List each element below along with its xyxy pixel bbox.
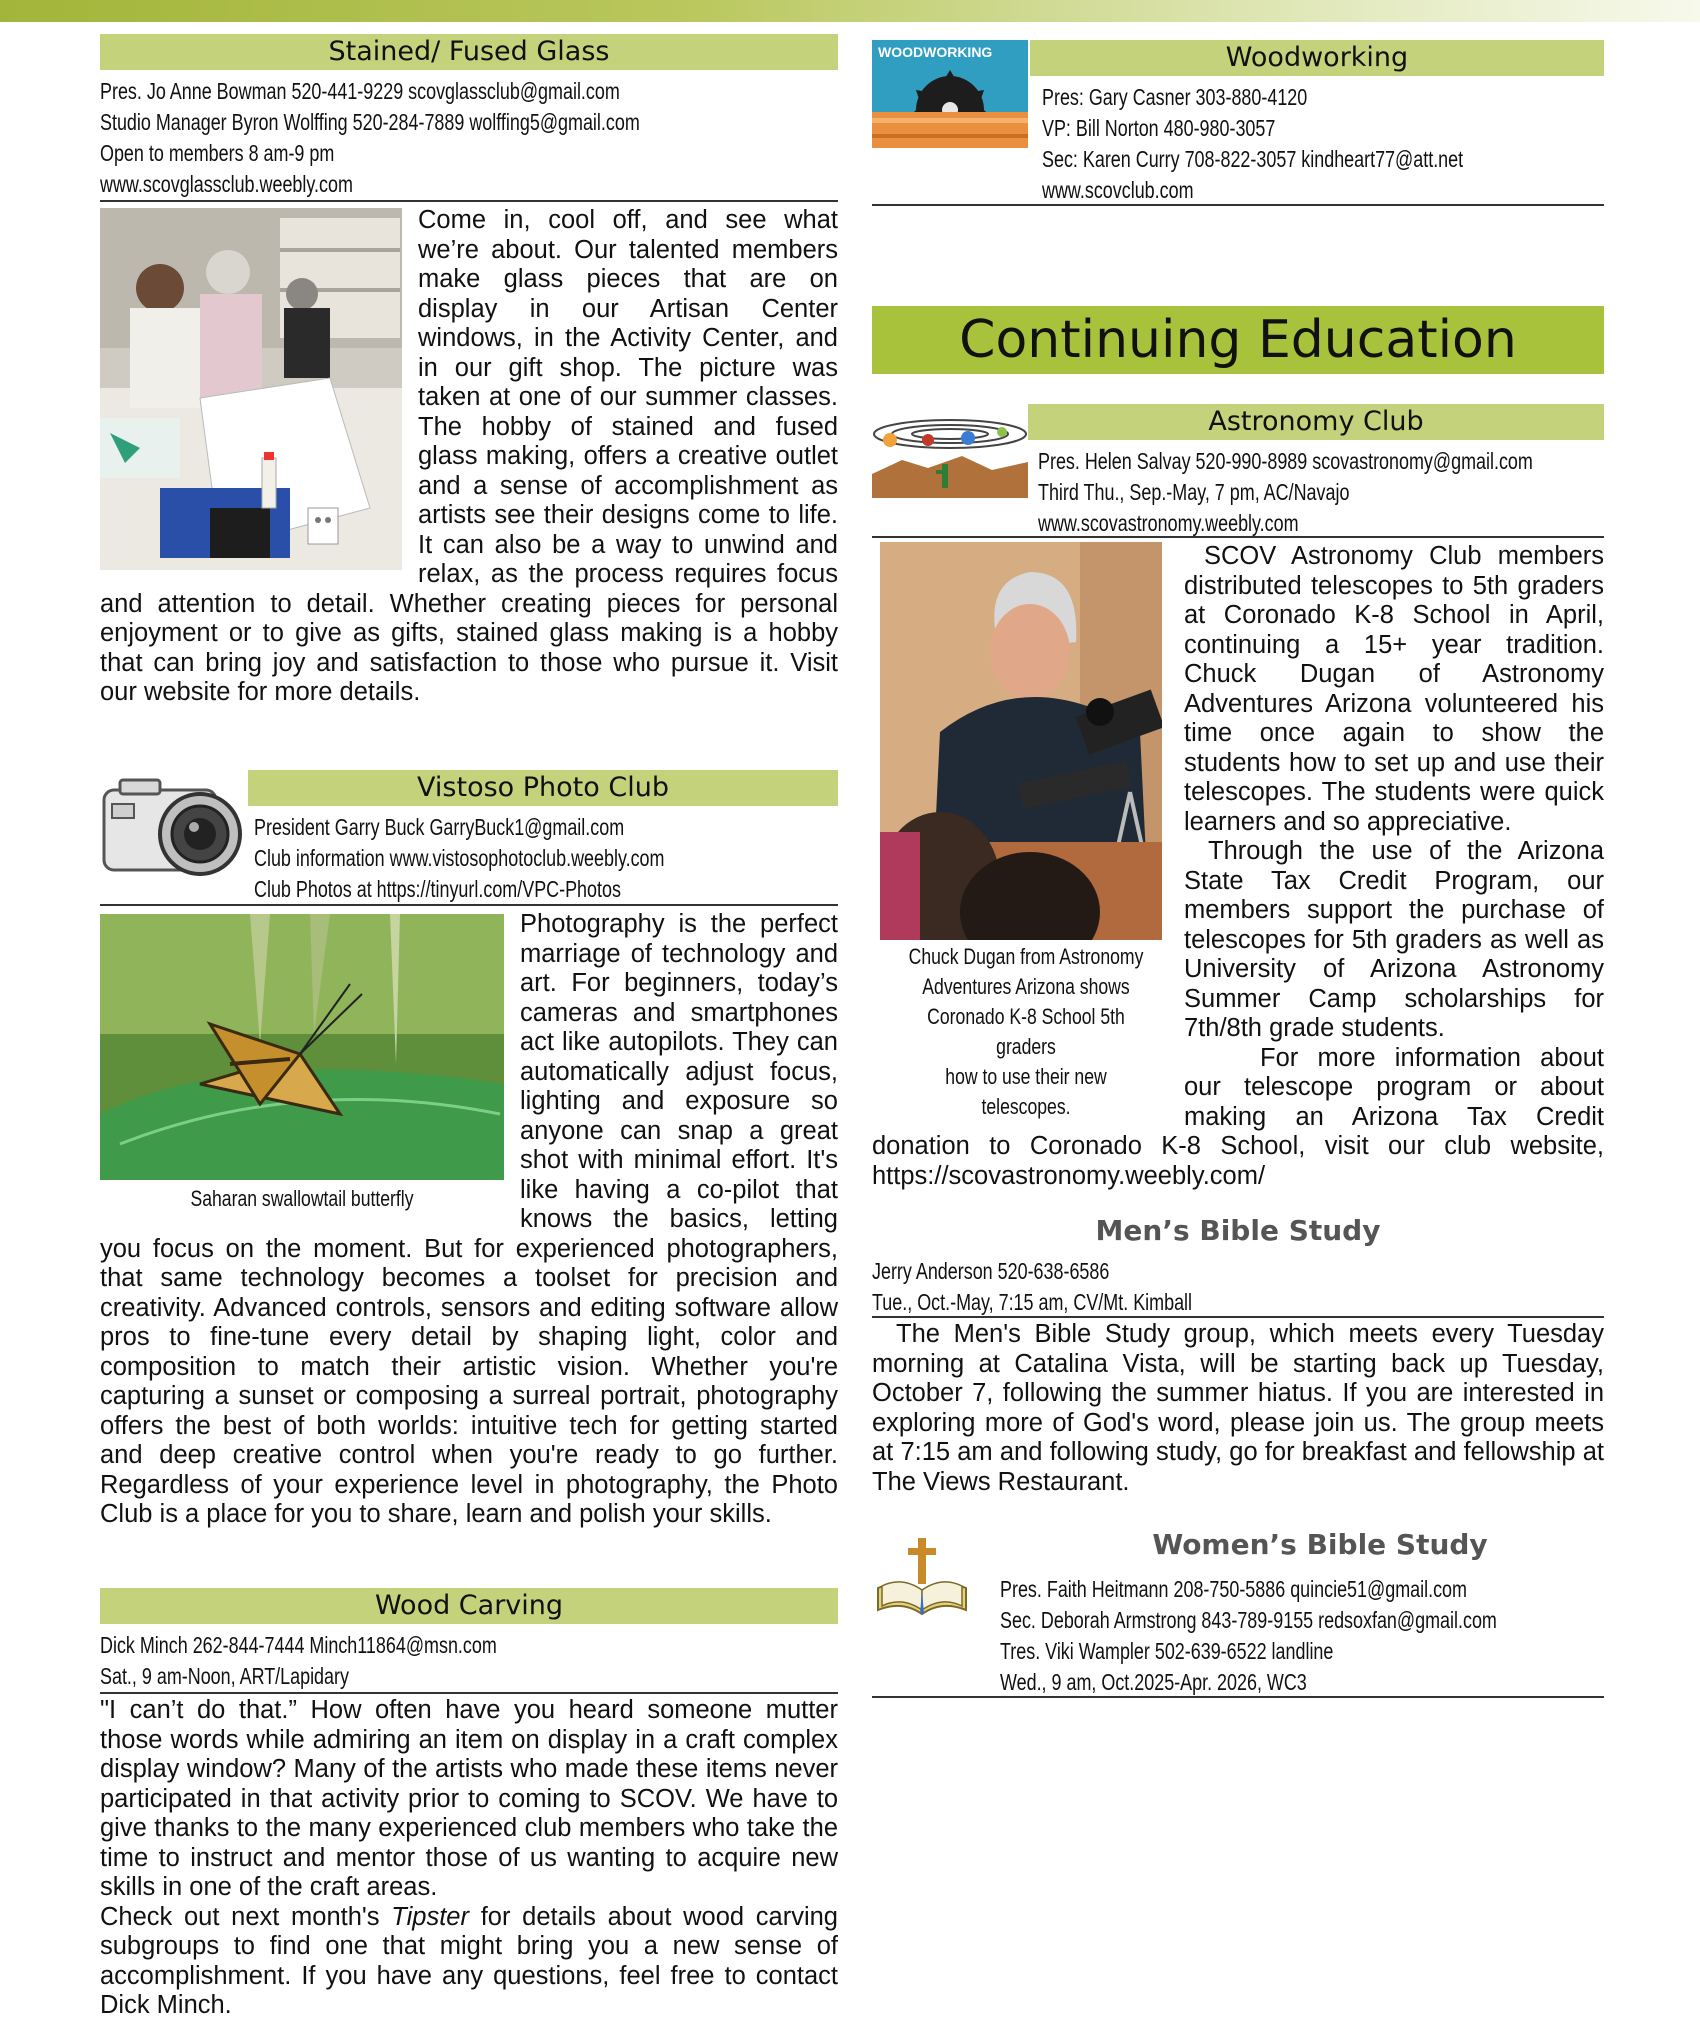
divider: [872, 204, 1604, 206]
mens-bible-text: The Men's Bible Study group, which meets every Tuesday morning at Catalina Vista, will be starting back up Tuesday, October 7, following the summer hiatus. If you are interested in exploring more of God's word, please join us. The group meets at 7:15 am and following study, go for breakfast and fellowship at The Views Restaurant.: [872, 1320, 1604, 1496]
divider: [100, 1692, 838, 1694]
mens-bible-body: [872, 1320, 1604, 1497]
divider: [872, 1316, 1604, 1318]
astronomy-caption: [906, 942, 1146, 1122]
info-line: www.scovclub.com: [1042, 177, 1194, 203]
info-line: Tue., Oct.-May, 7:15 am, CV/Mt. Kimball: [872, 1289, 1193, 1315]
info-line: Wed., 9 am, Oct.2025-Apr. 2026, WC3: [1000, 1669, 1307, 1695]
astronomy-body: [872, 542, 1604, 1191]
woodworking-info: [1042, 82, 1642, 206]
info-line: Jerry Anderson 520-638-6586: [872, 1258, 1110, 1284]
stained-glass-info: [100, 76, 840, 200]
astronomy-header: Astronomy Club: [1028, 404, 1604, 440]
caption-line: Adventures Arizona shows: [922, 974, 1130, 999]
info-line: President Garry Buck GarryBuck1@gmail.com: [254, 814, 625, 840]
woodworking-logo-icon: [872, 40, 1028, 148]
text-run: Check out next month's: [100, 1902, 392, 1931]
info-line: VP: Bill Norton 480-980-3057: [1042, 115, 1276, 141]
info-line: Studio Manager Byron Wolffing 520-284-7889 wolffing5@gmail.com: [100, 109, 640, 135]
info-line: Tres. Viki Wampler 502-639-6522 landline: [1000, 1638, 1334, 1664]
woodworking-header: Woodworking: [1030, 40, 1604, 76]
butterfly-photo: [100, 914, 504, 1180]
divider: [100, 200, 838, 202]
womens-bible-info: [1000, 1574, 1620, 1698]
astronomy-text-1: SCOV Astronomy Club members distributed telescopes to 5th graders at Coronado K-8 School in April, continuing a 15+ year tradition. Chuck Dugan of Astronomy Adventures Arizona volunteered his time once again to show the students how to set up and use their telescopes. The students were quick learners and so appreciative.: [1184, 542, 1604, 836]
caption-line: Chuck Dugan from Astronomy: [908, 944, 1144, 969]
bible-icon: [872, 1534, 972, 1618]
info-line: Open to members 8 am-9 pm: [100, 140, 335, 166]
info-line: Third Thu., Sep.-May, 7 pm, AC/Navajo: [1038, 479, 1350, 505]
info-line: www.scovglassclub.weebly.com: [100, 171, 353, 197]
wood-carving-text-1: "I can’t do that.” How often have you heard someone mutter those words while admiring an item on display in a craft complex display window? Many of the artists who made these items never participated in that activity prior to coming to SCOV. We have to give thanks to the many experienced club members who take the time to instruct and mentor those of us wanting to acquire new skills in one of the craft areas.: [100, 1696, 838, 1901]
womens-bible-header: Women’s Bible Study: [1152, 1528, 1488, 1561]
woodworking-logo-text: WOODWORKING: [878, 44, 993, 60]
wood-carving-info: [100, 1630, 840, 1692]
astronomy-info: [1038, 446, 1658, 539]
stained-glass-body: [100, 206, 838, 708]
photo-club-info: [254, 812, 854, 905]
stained-glass-text: Come in, cool off, and see what we’re about. Our talented members make glass pieces that are on display in our Artisan Center windows, in the Activity Center, and in our gift shop. The picture was taken at one of our summer classes. The hobby of stained and fused glass making, offers a creative outlet and a sense of accomplishment as artists see their designs come to life. It can also be a way to unwind and relax, as the process requires focus and attention to detail. Whether creating pieces for personal enjoyment or to give as gifts, stained glass making is a hobby that can bring joy and satisfaction to those who pursue it. Visit our website for more details.: [100, 206, 838, 706]
info-line: Pres. Helen Salvay 520-990-8989 scovastronomy@gmail.com: [1038, 448, 1533, 474]
top-accent-bar: [0, 0, 1700, 22]
mens-bible-info: [872, 1256, 1492, 1318]
photo-club-text: Photography is the perfect marriage of technology and art. For beginners, today’s cameras and smartphones act like autopilots. They can automatically adjust focus, lighting and exposure so anyone can snap a great shot with minimal effort. It's like having a co-pilot that knows the basics, letting you focus on the moment. But for experienced photographers, that same technology becomes a toolset for precision and creativity. Advanced controls, sensors and editing software allow pros to fine-tune every detail by shaping light, color and composition to match their artistic vision. Whether you're capturing a sunset or composing a surreal portrait, photography offers the best of both worlds: intuitive tech for getting started and deep creative control when you're ready to go further. Regardless of your experience level in photography, the Photo Club is a place for you to share, learn and polish your skills.: [100, 910, 838, 1528]
butterfly-figure: [100, 910, 504, 1214]
astronomy-figure: [876, 542, 1176, 1122]
astronomy-text-3: For more information about our telescope program or about making an Arizona Tax Credit donation to Coronado K-8 School, visit our club website, https://scovastronomy.weebly.com/: [872, 1043, 1604, 1190]
info-line: Club information www.vistosophotoclub.weebly.com: [254, 845, 665, 871]
camera-icon: [100, 770, 246, 886]
info-line: Sat., 9 am-Noon, ART/Lapidary: [100, 1663, 349, 1689]
wood-carving-body: [100, 1696, 838, 2021]
info-line: www.scovastronomy.weebly.com: [1038, 510, 1299, 536]
glass-class-photo: [100, 208, 402, 570]
stained-glass-header: Stained/ Fused Glass: [100, 34, 838, 70]
info-line: Pres. Faith Heitmann 208-750-5886 quincie51@gmail.com: [1000, 1576, 1467, 1602]
astronomy-text-2: Through the use of the Arizona State Tax Credit Program, our members support the purchase of telescopes for 5th graders as well as University of Arizona Astronomy Summer Camp scholarships for 7th/8th grade students.: [1184, 837, 1604, 1042]
divider: [872, 1696, 1604, 1698]
info-line: Sec. Deborah Armstrong 843-789-9155 redsoxfan@gmail.com: [1000, 1607, 1497, 1633]
photo-club-header: Vistoso Photo Club: [248, 770, 838, 806]
info-line: Pres. Jo Anne Bowman 520-441-9229 scovglassclub@gmail.com: [100, 78, 620, 104]
info-line: Dick Minch 262-844-7444 Minch11864@msn.com: [100, 1632, 497, 1658]
wood-carving-header: Wood Carving: [100, 1588, 838, 1624]
text-run: for details about wood carving subgroups to find one that might bring you a new sense of accomplishment. If you have any questions, feel free to contact Dick Minch.: [100, 1902, 838, 2019]
divider: [100, 904, 838, 906]
photo-club-body: [100, 910, 838, 1530]
info-line: Sec: Karen Curry 708-822-3057 kindheart77@att.net: [1042, 146, 1464, 172]
continuing-education-title: Continuing Education: [872, 306, 1604, 374]
butterfly-caption: Saharan swallowtail butterfly: [190, 1186, 414, 1211]
tipster-italic: Tipster: [391, 1902, 469, 1931]
divider: [872, 536, 1604, 538]
wood-carving-text-2: [100, 1903, 838, 2021]
caption-line: how to use their new telescopes.: [945, 1064, 1107, 1119]
telescope-photo: [880, 542, 1162, 940]
caption-line: Coronado K-8 School 5th graders: [927, 1004, 1125, 1059]
solar-system-icon: [872, 404, 1028, 498]
info-line: Club Photos at https://tinyurl.com/VPC-Photos: [254, 876, 621, 902]
info-line: Pres: Gary Casner 303-880-4120: [1042, 84, 1308, 110]
mens-bible-header: Men’s Bible Study: [1095, 1214, 1381, 1247]
